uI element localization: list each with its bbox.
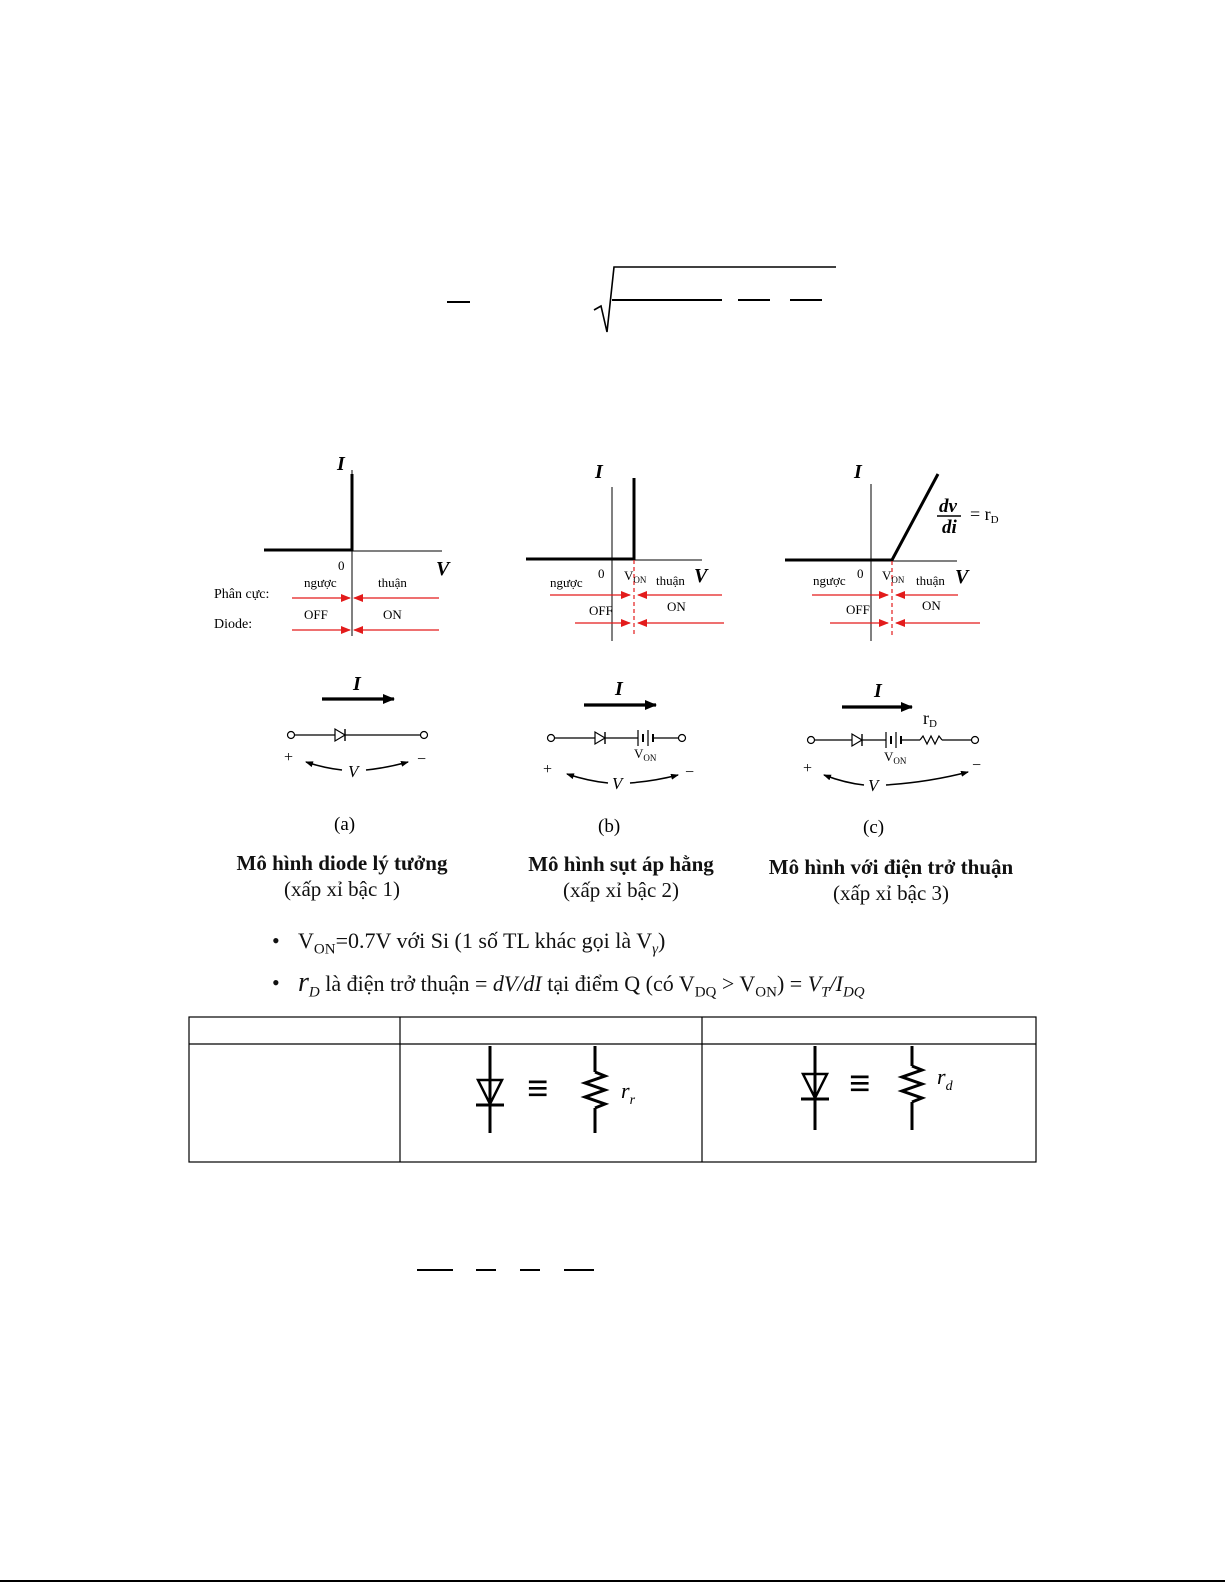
- diode-symbol: [595, 732, 605, 744]
- caption-subtitle: (xấp xỉ bậc 1): [283, 877, 401, 902]
- forward-label: thuận: [656, 573, 685, 588]
- row-label-bias: Phân cực:: [214, 587, 270, 602]
- rd-gt: > V: [716, 971, 756, 997]
- rd-text2: tại điểm Q (có V: [541, 971, 695, 997]
- voltage-label: V: [612, 774, 623, 793]
- formula-top: [0, 0, 1225, 420]
- page-bottom-rule: [0, 1580, 1225, 1582]
- caption-panel-b: [510, 851, 732, 904]
- axis-v-label: V: [436, 558, 450, 580]
- von-close: ): [658, 928, 666, 953]
- slope-eq: = rD: [970, 504, 999, 526]
- von-label: $V_{ON}$: [882, 568, 905, 585]
- panel-b: [526, 461, 724, 837]
- axis-v-label: V: [955, 566, 969, 588]
- resistor-label: $r_d$: [937, 1064, 953, 1094]
- resistor-symbol: [920, 736, 942, 744]
- diode-symbol: [335, 729, 345, 741]
- gamma-sub: γ: [652, 941, 659, 958]
- resistor-symbol: [902, 1046, 922, 1130]
- formula-bottom: [0, 1250, 1225, 1290]
- resistor-label: $r_r$: [621, 1078, 636, 1108]
- von-circuit-label: $V_{ON}$: [634, 746, 657, 763]
- axis-v-label: V: [694, 565, 708, 587]
- equiv-sign: ≡: [849, 1063, 871, 1105]
- off-label: OFF: [304, 607, 328, 622]
- caption-panel-a: [222, 850, 462, 903]
- von-text: =0.7V với Si (1 số TL khác gọi là V: [335, 928, 653, 953]
- panel-c-letter: (c): [863, 817, 885, 838]
- bullet-list: [272, 924, 865, 1010]
- on-label: ON: [383, 607, 402, 622]
- caption-title: Mô hình diode lý tưởng: [236, 851, 448, 875]
- von-circuit-label: $V_{ON}$: [884, 749, 907, 766]
- caption-title: Mô hình sụt áp hằng: [528, 852, 714, 876]
- vt-v: V: [807, 971, 822, 997]
- axis-i-label: I: [337, 453, 345, 475]
- minus-sign: −: [417, 751, 427, 768]
- panel-c: [785, 461, 999, 838]
- reverse-label: ngược: [813, 573, 846, 588]
- origin-label: 0: [598, 566, 605, 581]
- diode-symbol: [801, 1046, 829, 1130]
- slope-num: dv: [939, 496, 957, 517]
- battery-symbol: [886, 732, 901, 748]
- on-label: ON: [922, 598, 941, 613]
- current-label: I: [353, 673, 361, 695]
- plus-sign: +: [284, 749, 294, 766]
- idq-i: /I: [829, 971, 843, 997]
- rd-text3: ) =: [776, 971, 808, 997]
- resistor-symbol: [585, 1046, 605, 1133]
- caption-title: Mô hình với điện trở thuận: [768, 855, 1014, 879]
- bullet-dot: •: [272, 970, 280, 996]
- rd-r: r: [298, 967, 309, 999]
- rd-sub: D: [308, 984, 320, 1001]
- row-label-diode: Diode:: [214, 617, 253, 632]
- current-label: I: [615, 678, 623, 700]
- slope-den: di: [942, 517, 957, 538]
- bullet-von: [272, 924, 865, 966]
- reverse-label: ngược: [304, 575, 337, 590]
- vt-sub: T: [821, 984, 830, 1001]
- von-sub: ON: [755, 984, 777, 1001]
- caption-subtitle: (xấp xỉ bậc 2): [562, 878, 680, 903]
- minus-sign: −: [972, 757, 982, 774]
- off-label: OFF: [846, 602, 870, 617]
- plus-sign: +: [803, 760, 813, 777]
- rd-text1: là điện trở thuận =: [319, 971, 493, 997]
- reverse-label: ngược: [550, 575, 583, 590]
- panel-a: [214, 453, 451, 835]
- voltage-label: V: [348, 762, 359, 781]
- von-sub: ON: [313, 941, 336, 958]
- equivalent-forward: [801, 1046, 954, 1130]
- off-label: OFF: [589, 603, 613, 618]
- caption-subtitle: (xấp xỉ bậc 3): [832, 881, 950, 906]
- equivalent-reverse: [476, 1046, 636, 1133]
- origin-label: 0: [857, 566, 864, 581]
- forward-label: thuận: [378, 575, 407, 590]
- plus-sign: +: [543, 761, 553, 778]
- axis-i-label: I: [595, 461, 603, 483]
- voltage-label: V: [868, 776, 879, 795]
- equiv-sign: ≡: [527, 1068, 549, 1110]
- rd-label: rD: [923, 708, 937, 730]
- on-label: ON: [667, 599, 686, 614]
- axis-i-label: I: [854, 461, 862, 483]
- von-v: V: [298, 928, 314, 953]
- battery-symbol: [638, 730, 653, 746]
- rd-deriv: dV/dI: [492, 971, 542, 997]
- idq-sub: DQ: [842, 984, 865, 1001]
- bullet-rd: [272, 966, 865, 1009]
- origin-label: 0: [338, 558, 345, 573]
- von-label: $V_{ON}$: [624, 568, 647, 585]
- minus-sign: −: [685, 764, 695, 781]
- vdq-sub: DQ: [694, 984, 717, 1001]
- panel-a-letter: (a): [334, 814, 356, 835]
- diode-models-figure: [0, 430, 1225, 870]
- panel-b-letter: (b): [598, 816, 621, 837]
- bullet-dot: •: [272, 928, 280, 953]
- diode-symbol: [476, 1046, 504, 1133]
- equivalent-table: [0, 1010, 1225, 1170]
- diode-symbol: [852, 734, 862, 746]
- forward-label: thuận: [916, 573, 945, 588]
- caption-panel-c: [752, 854, 1030, 907]
- current-label: I: [874, 680, 882, 702]
